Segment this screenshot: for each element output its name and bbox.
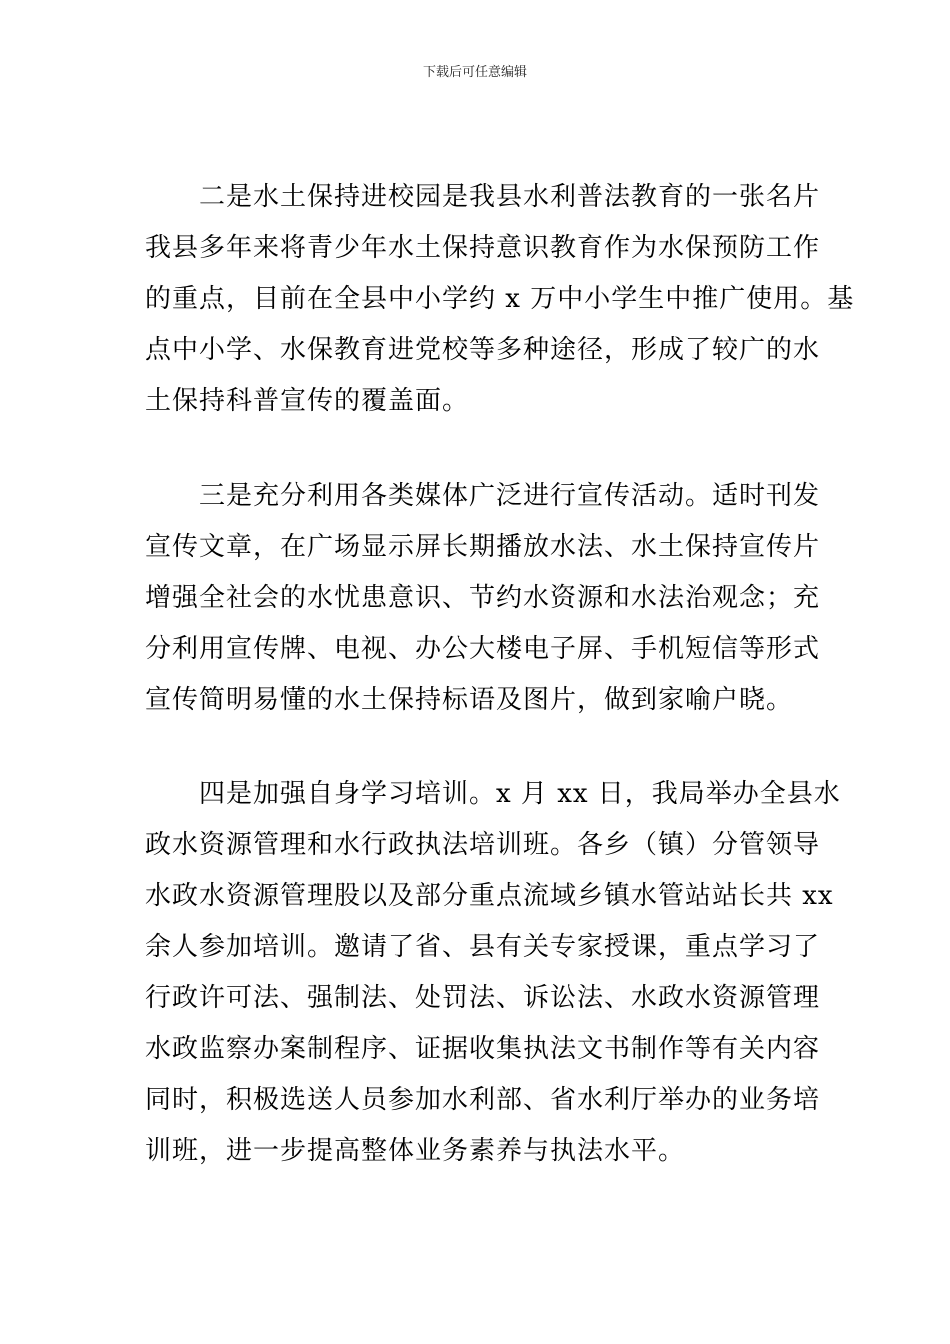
paragraph-campus-education [145, 172, 855, 427]
paragraph-line: 三是充分利用各类媒体广泛进行宣传活动。适时刊发 [199, 481, 821, 511]
paragraph-line: 训班，进一步提高整体业务素养与执法水平。 [145, 1136, 686, 1166]
paragraph-line: 宣传文章，在广场显示屏长期播放水法、水土保持宣传片 [145, 532, 821, 562]
paragraph-line: 四是加强自身学习培训。x 月 xx 日，我局举办全县水 [199, 779, 841, 809]
paragraph-line: 增强全社会的水忧患意识、节约水资源和水法治观念；充 [145, 583, 821, 613]
paragraph-line: 水政监察办案制程序、证据收集执法文书制作等有关内容 [145, 1034, 821, 1064]
paragraph-line: 水政水资源管理股以及部分重点流域乡镇水管站站长共 xx [145, 881, 834, 911]
paragraph-line: 点中小学、水保教育进党校等多种途径，形成了较广的水 [145, 335, 821, 365]
paragraph-line: 宣传简明易懂的水土保持标语及图片，做到家喻户晓。 [145, 685, 794, 715]
paragraph-line: 同时，积极选送人员参加水利部、省水利厅举办的业务培 [145, 1085, 821, 1115]
paragraph-line: 土保持科普宣传的覆盖面。 [145, 386, 470, 416]
paragraph-line: 的重点，目前在全县中小学约 x 万中小学生中推广使用。基 [145, 284, 855, 314]
paragraph-line: 分利用宣传牌、电视、办公大楼电子屏、手机短信等形式 [145, 634, 821, 664]
paragraph-media-publicity [145, 471, 821, 726]
page-header: 下载后可任意编辑 [422, 65, 527, 80]
paragraph-line: 我县多年来将青少年水土保持意识教育作为水保预防工作 [145, 233, 821, 263]
paragraph-line: 政水资源管理和水行政执法培训班。各乡（镇）分管领导 [145, 830, 821, 860]
paragraph-line: 行政许可法、强制法、处罚法、诉讼法、水政水资源管理 [145, 983, 821, 1013]
paragraph-line: 余人参加培训。邀请了省、县有关专家授课，重点学习了 [145, 932, 821, 962]
paragraph-training [145, 769, 841, 1177]
paragraph-line: 二是水土保持进校园是我县水利普法教育的一张名片 [199, 182, 821, 212]
